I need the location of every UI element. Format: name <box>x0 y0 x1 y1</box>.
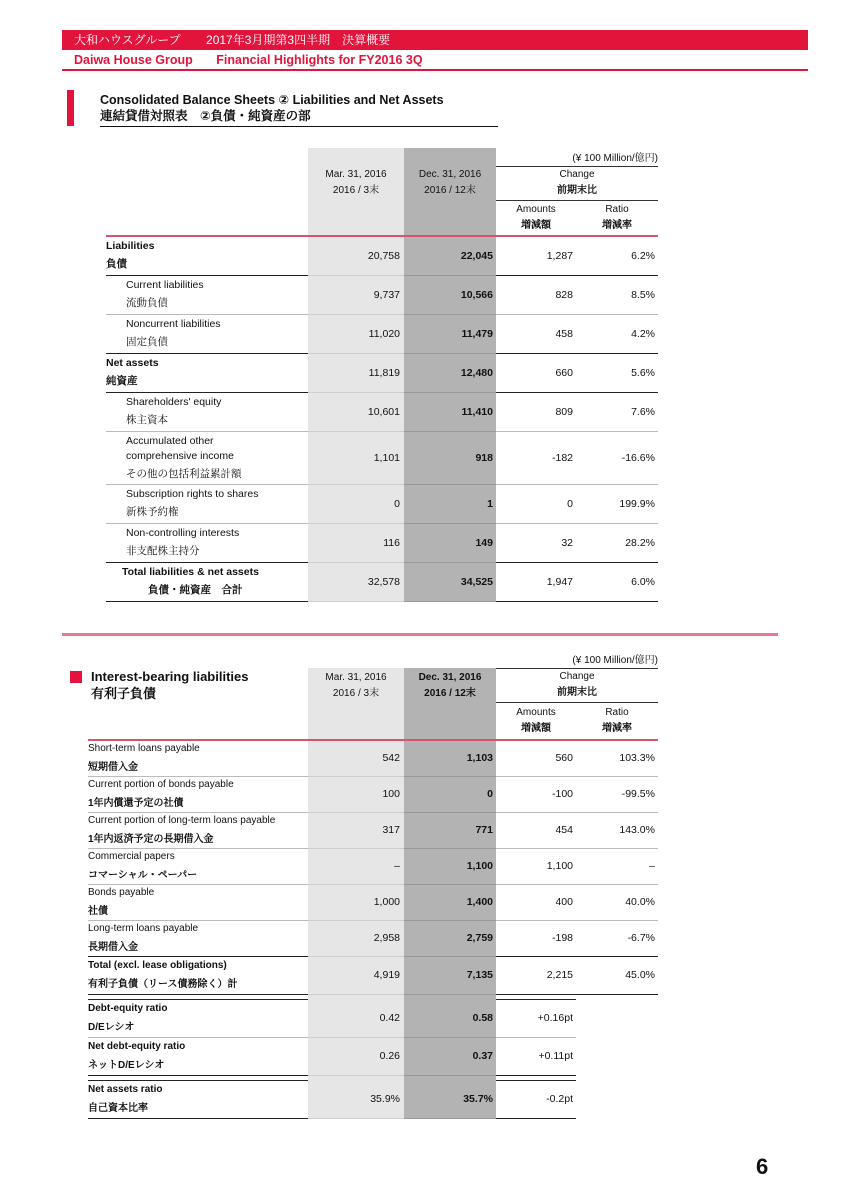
header-en <box>62 51 808 71</box>
balance-sheet-title-jp: 連結貸借対照表 ②負債・純資産の部 <box>100 109 311 123</box>
unit-label: (¥ 100 Million/億円) <box>496 148 658 166</box>
section-divider <box>62 633 778 636</box>
ratio-header: Ratio 増減率 <box>576 702 658 740</box>
company-name-jp: 大和ハウスグループ <box>74 33 181 47</box>
table-row: Shareholders' equity 株主資本 10,601 11,410 809 7.6% <box>106 392 658 431</box>
col-curr-header: Dec. 31, 2016 2016 / 12末 <box>404 166 496 200</box>
interest-title-jp: 有利子負債 <box>91 686 157 701</box>
col-prev-header: Mar. 31, 2016 2016 / 3末 <box>308 668 404 702</box>
col-curr-header: Dec. 31, 2016 2016 / 12末 <box>404 668 496 702</box>
table-row: Net assets 純資産 11,819 12,480 660 5.6% <box>106 353 658 392</box>
table-row-ratio: Debt-equity ratio D/Eレシオ 0.42 0.58 +0.16pt <box>88 999 658 1037</box>
report-title-en: Financial Highlights for FY2016 3Q <box>216 53 423 67</box>
table-row: Liabilities 負債 20,758 22,045 1,287 6.2% <box>106 236 658 275</box>
table-row: Bonds payable 社債 1,000 1,400 400 40.0% <box>88 884 658 920</box>
balance-sheet-table <box>106 148 658 602</box>
section-marker <box>70 671 82 683</box>
interest-title-en: Interest-bearing liabilities <box>91 669 249 684</box>
table-row: Accumulated other comprehensive income その他の包括利益累計額 1,101 918 -182 -16.6% <box>106 431 658 484</box>
table-row: Long-term loans payable 長期借入金 2,958 2,759 -198 -6.7% <box>88 920 658 956</box>
table-row: Subscription rights to shares 新株予約権 0 1 0 199.9% <box>106 484 658 523</box>
table-row-total: Total (excl. lease obligations) 有利子負債（リース債務除く）計 4,919 7,135 2,215 45.0% <box>88 956 658 994</box>
table-row: Commercial papers コマーシャル・ペーパー – 1,100 1,100 – <box>88 848 658 884</box>
page-number: 6 <box>756 1154 769 1179</box>
unit-label: (¥ 100 Million/億円) <box>496 650 658 668</box>
table-row: Non-controlling interests 非支配株主持分 116 149 32 28.2% <box>106 523 658 562</box>
section-marker <box>67 90 74 126</box>
table-row: Current liabilities 流動負債 9,737 10,566 828 8.5% <box>106 275 658 314</box>
amounts-header: Amounts 増減額 <box>496 702 576 740</box>
company-name-en: Daiwa House Group <box>74 53 193 67</box>
table-row: Noncurrent liabilities 固定負債 11,020 11,479 458 4.2% <box>106 314 658 353</box>
table-row: Current portion of bonds payable 1年内償還予定の社債 100 0 -100 -99.5% <box>88 776 658 812</box>
balance-sheet-title <box>100 92 498 127</box>
change-header: Change 前期末比 <box>496 668 658 702</box>
interest-table <box>88 650 658 1119</box>
amounts-header: Amounts 増減額 <box>496 200 576 236</box>
table-row-total: Total liabilities & net assets 負債・純資産 合計 32,578 34,525 1,947 6.0% <box>106 562 658 601</box>
report-title-jp: 2017年3月期第3四半期 決算概要 <box>206 33 391 47</box>
table-row-ratio: Net debt-equity ratio ネットD/Eレシオ 0.26 0.37 +0.11pt <box>88 1037 658 1075</box>
table-row: Current portion of long-term loans payable 1年内返済予定の長期借入金 317 771 454 143.0% <box>88 812 658 848</box>
ratio-header: Ratio 増減率 <box>576 200 658 236</box>
col-prev-header: Mar. 31, 2016 2016 / 3末 <box>308 166 404 200</box>
change-header: Change 前期末比 <box>496 166 658 200</box>
table-row-ratio: Net assets ratio 自己資本比率 35.9% 35.7% -0.2pt <box>88 1080 658 1118</box>
balance-sheet-title-en: Consolidated Balance Sheets ② Liabilities and Net Assets <box>100 93 444 107</box>
table-row: Short-term loans payable 短期借入金 542 1,103 560 103.3% <box>88 740 658 776</box>
header-bar <box>62 30 808 50</box>
